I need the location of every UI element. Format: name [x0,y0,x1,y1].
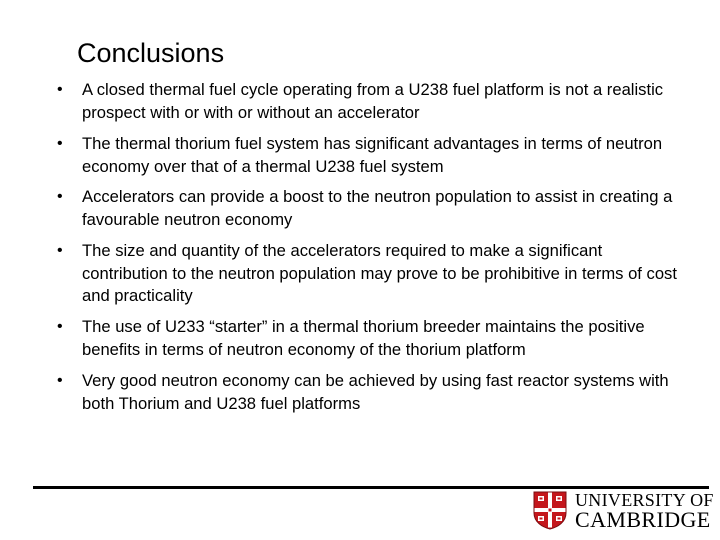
slide-title: Conclusions [77,38,225,68]
bullet-icon: • [57,242,63,259]
footer-divider [33,486,709,489]
bullet-icon: • [57,135,63,152]
bullet-icon: • [57,81,63,98]
university-crest-icon [533,491,567,530]
bullet-text: The size and quantity of the accelerators required to make a significant contribution to the neutron population may prove to be prohibitive in terms of cost and practicality [82,241,677,305]
bullet-text: Very good neutron economy can be achieved by using fast reactor systems with both Thorium and U238 fuel platforms [82,371,669,413]
bullet-icon: • [57,318,63,335]
bullet-text: The thermal thorium fuel system has significant advantages in terms of neutron economy over that of a thermal U238 fuel system [82,134,663,176]
bullet-text: The use of U233 “starter” in a thermal thorium breeder maintains the positive benefits in terms of neutron economy of the thorium platform [82,317,645,359]
bullet-icon: • [57,188,63,205]
university-logo [533,491,720,531]
bullet-text: Accelerators can provide a boost to the neutron population to assist in creating a favourable neutron economy [82,187,673,229]
logo-line-cambridge: CAMBRIDGE [575,507,711,532]
bullet-text: A closed thermal fuel cycle operating from a U238 fuel platform is not a realistic prospect with or with or without an accelerator [82,80,664,122]
logo-line-university-of: UNIVERSITY OF [575,490,714,510]
bullet-icon: • [57,372,63,389]
